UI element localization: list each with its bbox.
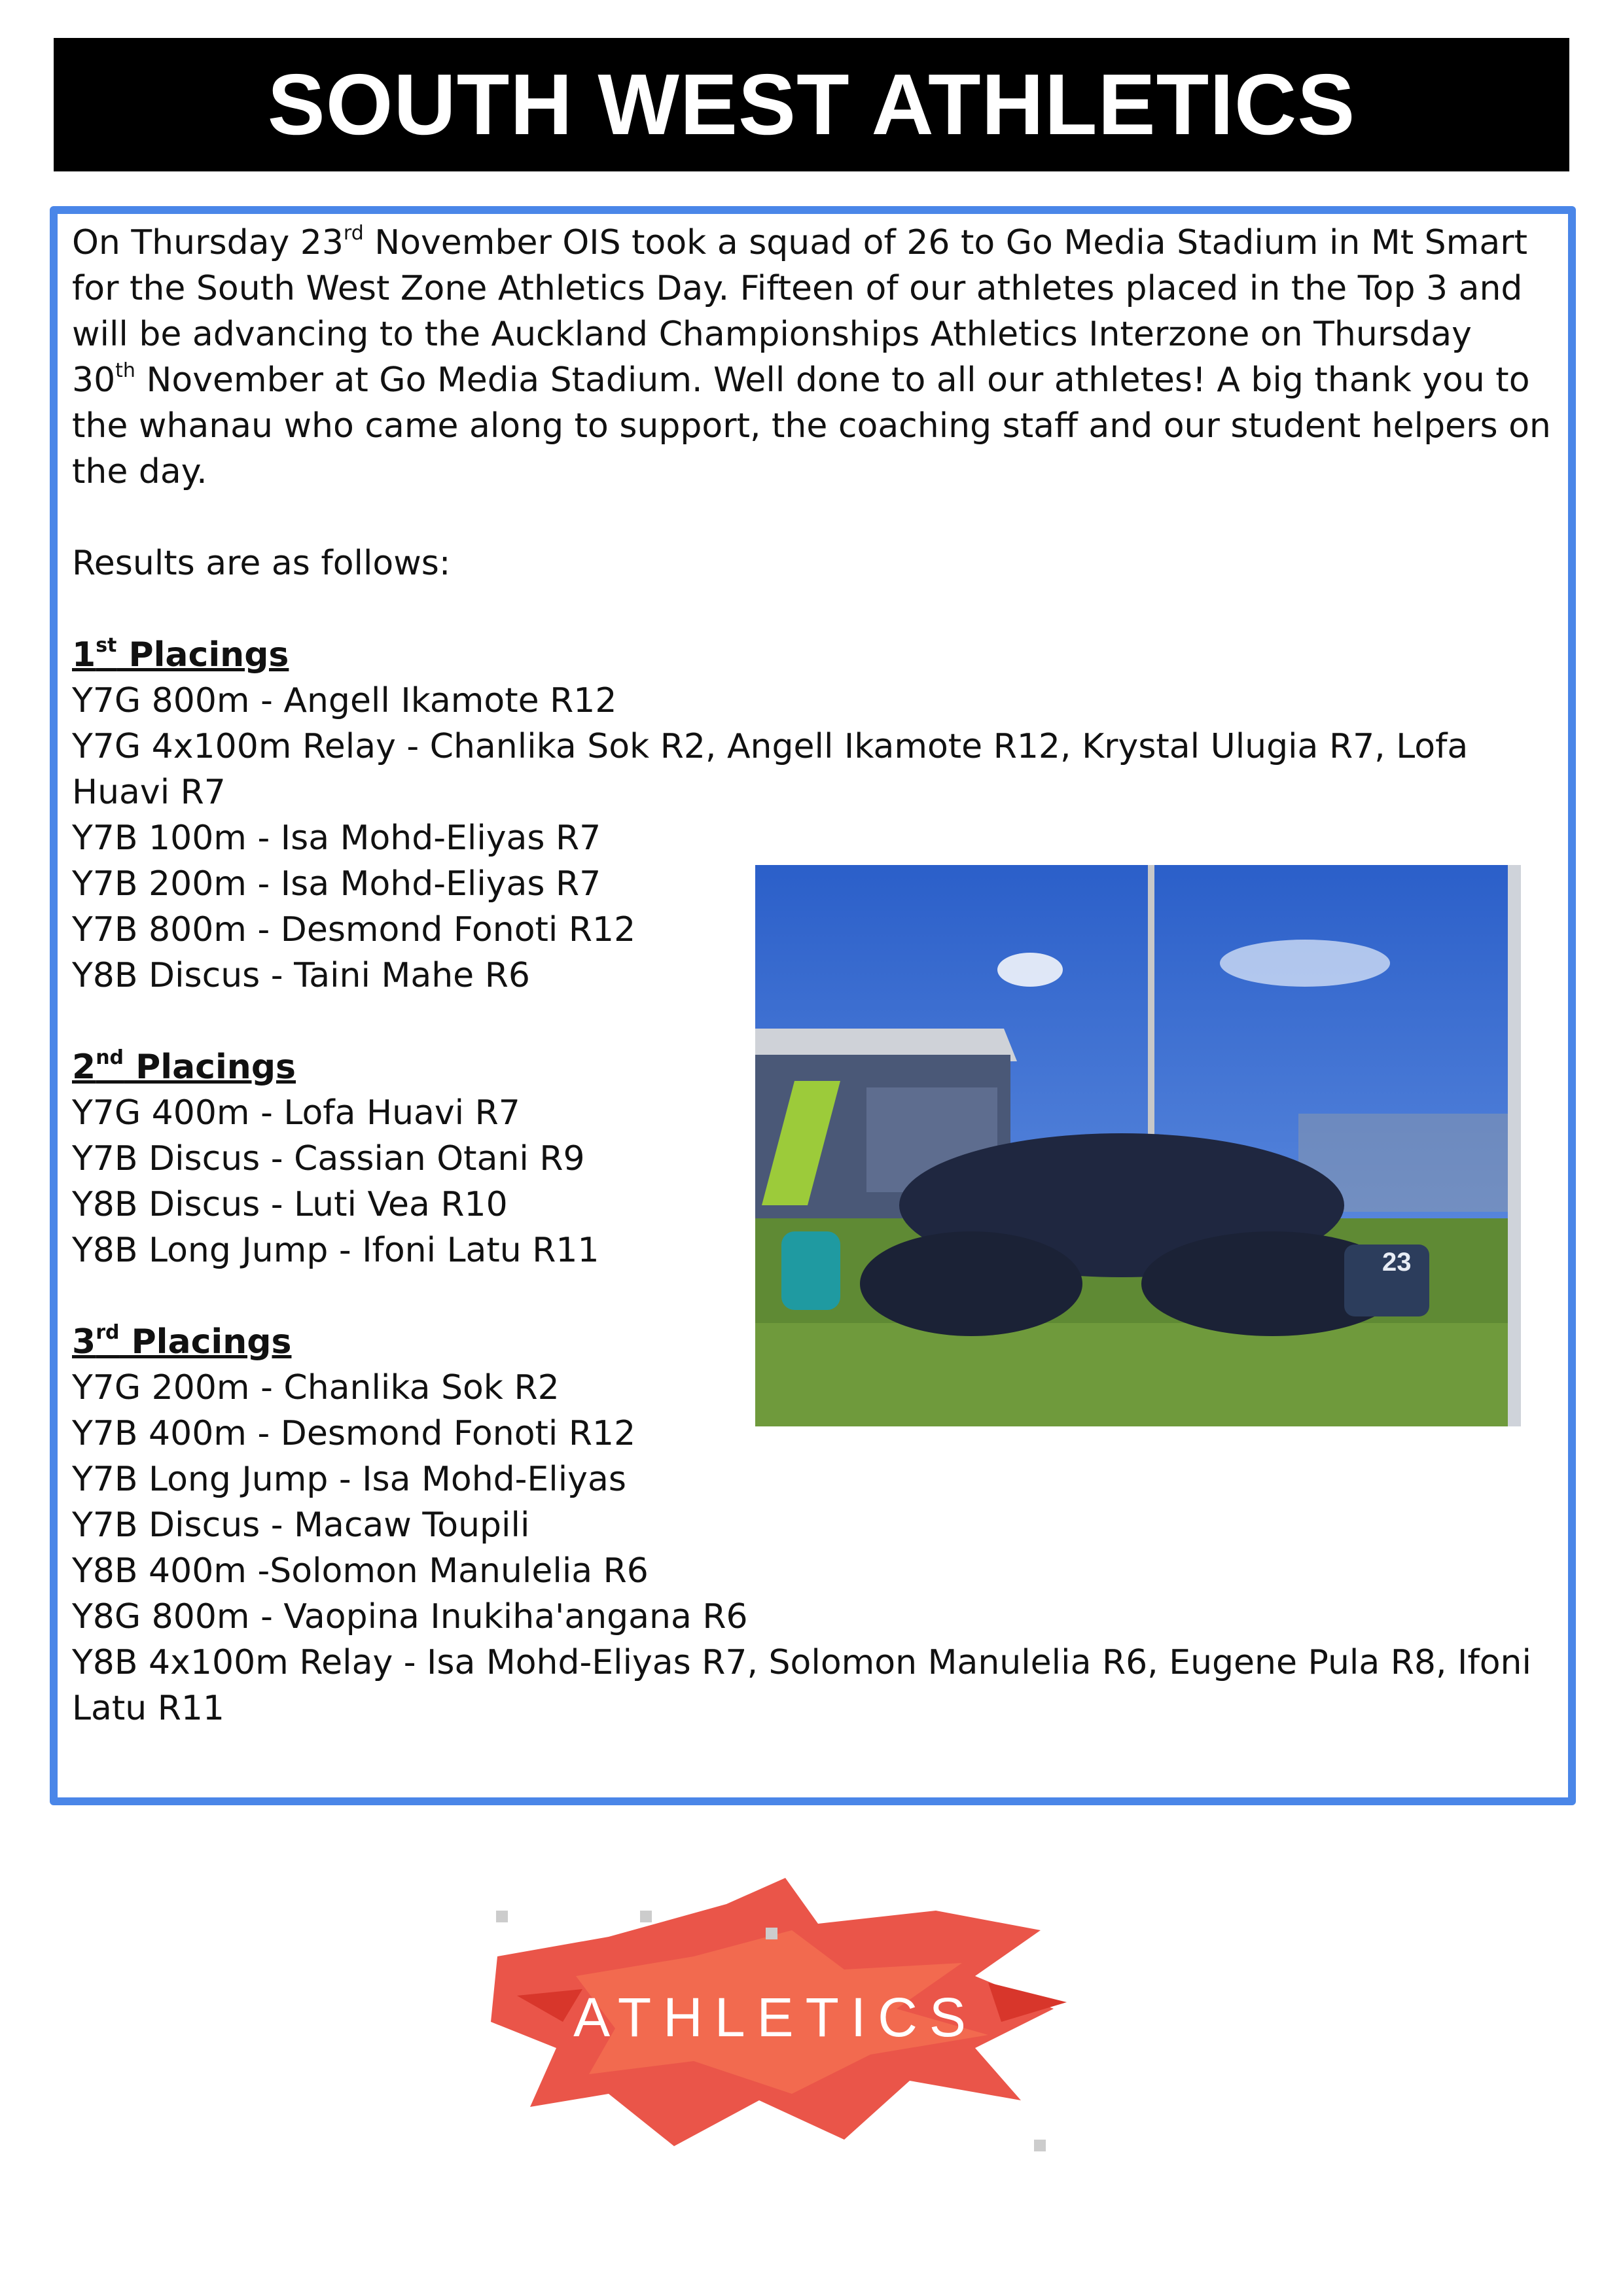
result-line: Y7G 800m - Angell Ikamote R12 [72,681,617,720]
result-line: Y7B 400m - Desmond Fonoti R12 [72,1414,636,1453]
result-line: Y8B Long Jump - Ifoni Latu R11 [72,1231,599,1270]
result-line: Y7G 4x100m Relay - Chanlika Sok R2, Angell Ikamote R12, Krystal Ulugia R7, Lofa Huavi R7 [72,727,1469,812]
result-line: Y8B 400m -Solomon Manulelia R6 [72,1551,649,1591]
results-intro: Results are as follows: [72,544,451,583]
result-line: Y8B Discus - Luti Vea R10 [72,1185,508,1224]
result-line: Y7B Discus - Macaw Toupili [72,1506,530,1545]
shirt-number: 23 [1382,1248,1412,1277]
first-placings-heading: 1st Placings [72,634,289,675]
result-line: Y7G 400m - Lofa Huavi R7 [72,1093,520,1133]
logo-text: ATHLETICS [573,1987,978,2048]
result-line: Y8B Discus - Taini Mahe R6 [72,956,530,995]
title-banner [54,38,1569,171]
result-line: Y7B 100m - Isa Mohd-Eliyas R7 [72,819,601,858]
third-placings-heading: 3rd Placings [72,1321,292,1362]
result-line: Y7B Discus - Cassian Otani R9 [72,1139,585,1178]
result-line: Y7B 200m - Isa Mohd-Eliyas R7 [72,864,601,904]
athletics-logo [478,1865,1073,2179]
second-placings-heading: 2nd Placings [72,1046,296,1087]
result-line: Y8G 800m - Vaopina Inukiha'angana R6 [72,1597,748,1636]
intro-paragraph: On Thursday 23rd November OIS took a squad of 26 to Go Media Stadium in Mt Smart for the South West Zone Athletics Day. Fifteen of our athletes placed in the Top 3 and will be advancing to the Auckland Championships Athletics Interzone on Thursday 30th November at Go Media Stadium. Well done to all our athletes! A big thank you to the whanau who came along to support, the coaching staff and our student helpers on the day. [72,222,1551,491]
result-line: Y7B Long Jump - Isa Mohd-Eliyas [72,1460,626,1499]
page-title: SOUTH WEST ATHLETICS [267,56,1356,152]
team-photo [755,865,1521,1426]
result-line: Y8B 4x100m Relay - Isa Mohd-Eliyas R7, Solomon Manulelia R6, Eugene Pula R8, Ifoni Latu R11 [72,1643,1531,1728]
result-line: Y7G 200m - Chanlika Sok R2 [72,1368,560,1407]
result-line: Y7B 800m - Desmond Fonoti R12 [72,910,636,949]
